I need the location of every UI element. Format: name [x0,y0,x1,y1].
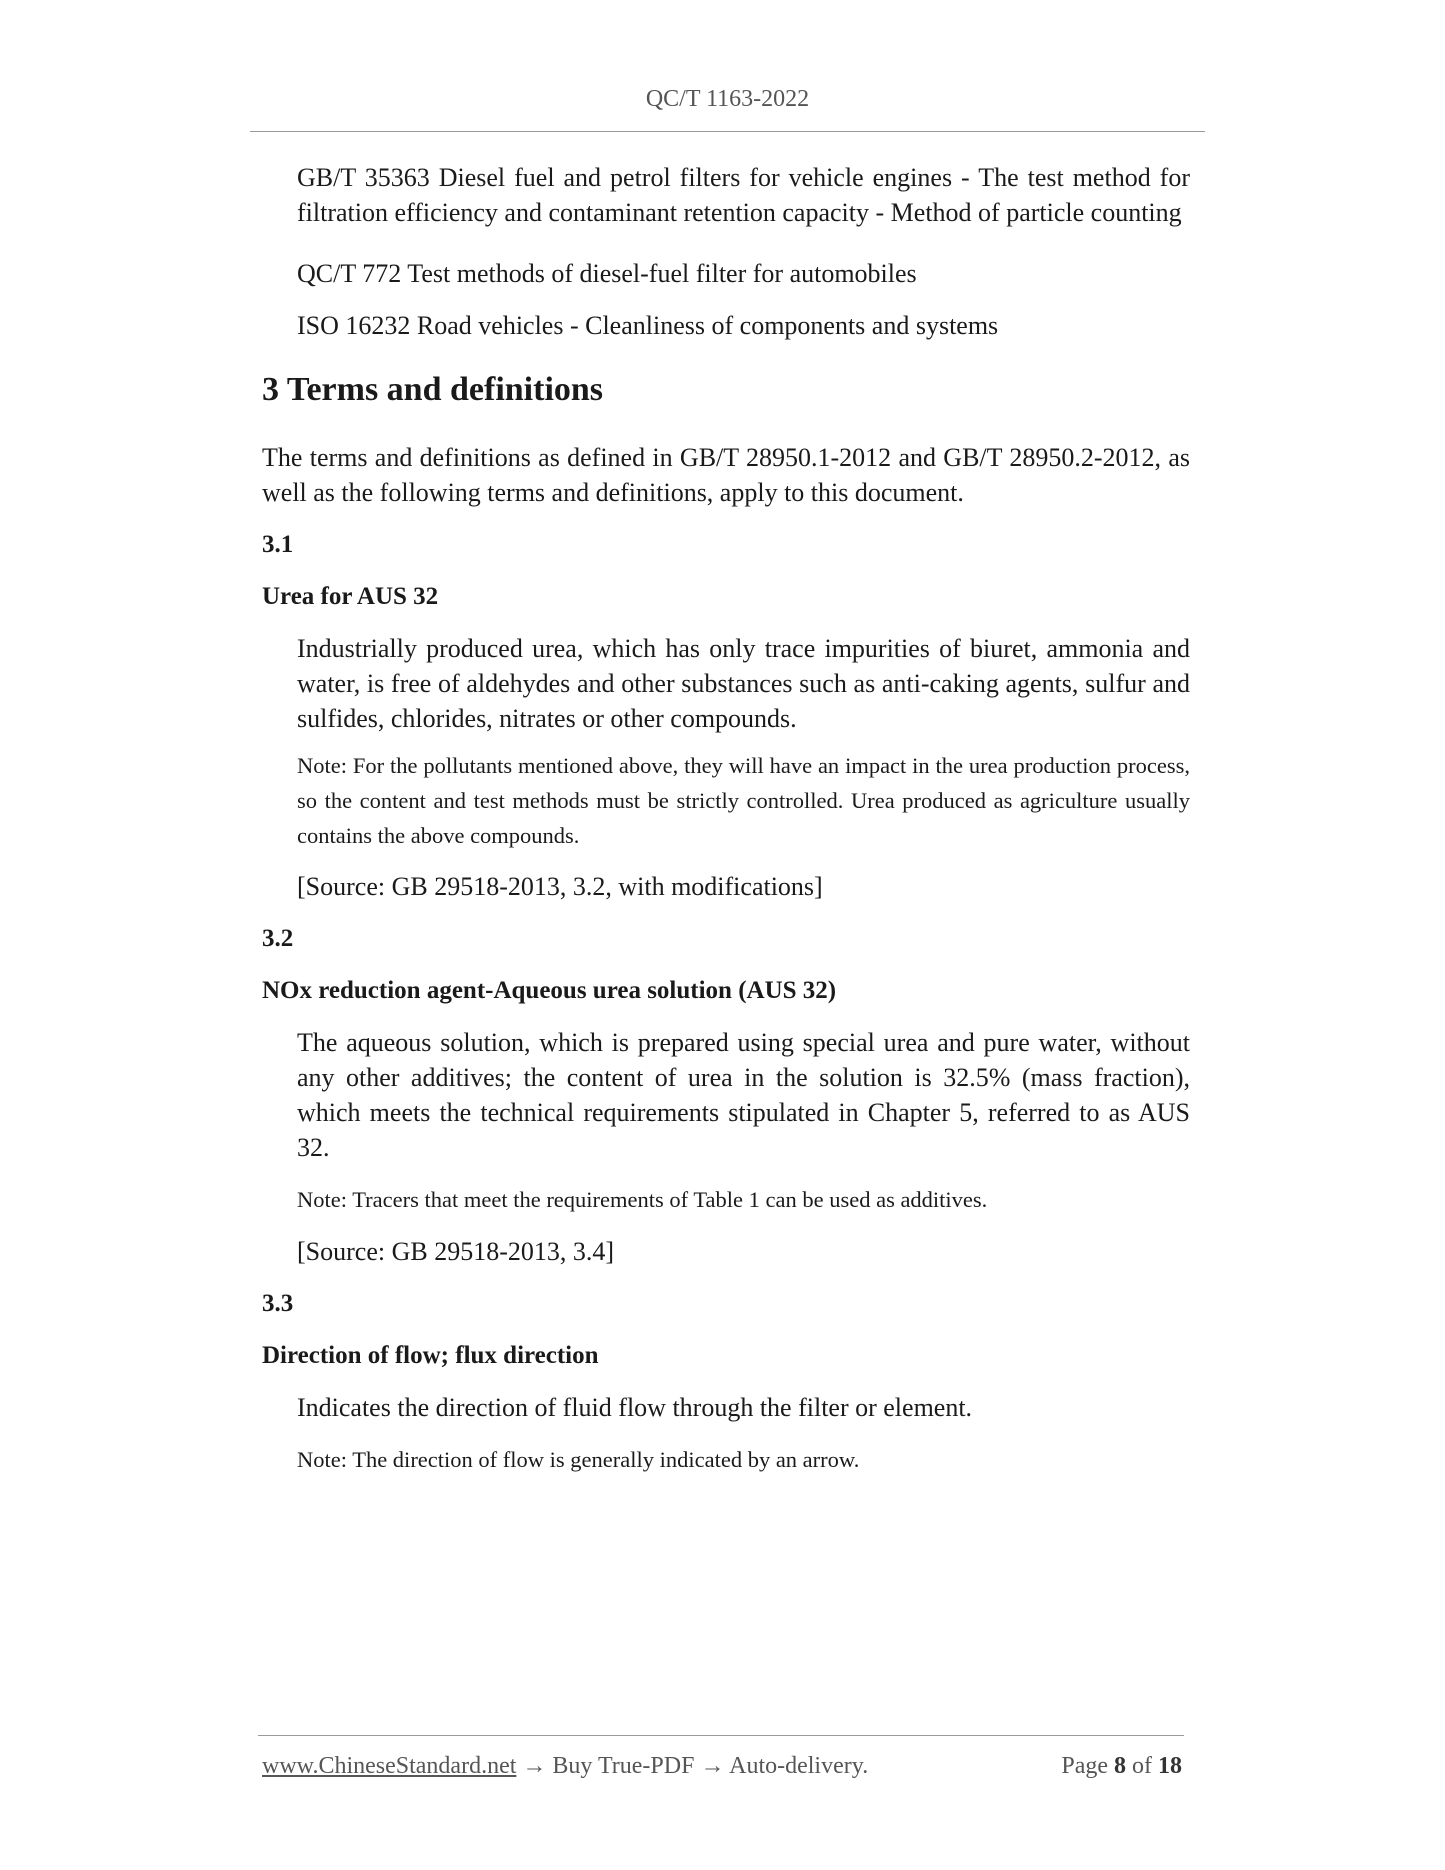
term-title: Direction of flow; flux direction [262,1342,599,1369]
term-source: [Source: GB 29518-2013, 3.2, with modifications] [297,872,823,901]
ref-qct-772: QC/T 772 Test methods of diesel-fuel filter for automobiles [297,259,917,288]
header-divider [250,131,1205,132]
page-content [262,160,1190,1477]
footer-divider [258,1735,1184,1736]
footer-tagline: → Buy True-PDF → Auto-delivery. [516,1753,869,1779]
term-title: Urea for AUS 32 [262,583,439,610]
term-number: 3.3 [262,1290,294,1317]
footer-promo [262,1753,868,1780]
term-definition: Indicates the direction of fluid flow through the filter or element. [297,1393,973,1422]
of-label: of [1132,1753,1152,1779]
page-total: 18 [1158,1753,1182,1779]
section-title: 3 Terms and definitions [262,371,604,408]
term-title: NOx reduction agent-Aqueous urea solution (AUS 32) [262,977,837,1004]
term-note: Note: For the pollutants mentioned above, they will have an impact in the urea production process, so the content and test methods must be strictly controlled. Urea produced as agriculture usually contains the above compounds. [297,753,1190,848]
ref-iso-16232: ISO 16232 Road vehicles - Cleanliness of components and systems [297,311,999,340]
term-number: 3.2 [262,925,294,952]
page-indicator [1061,1753,1182,1780]
page-number: 8 [1114,1753,1126,1779]
page-label: Page [1061,1753,1108,1779]
term-note: Note: The direction of flow is generally indicated by an arrow. [297,1447,860,1472]
term-source: [Source: GB 29518-2013, 3.4] [297,1237,615,1266]
ref-gbt-35363: GB/T 35363 Diesel fuel and petrol filters for vehicle engines - The test method for filtration efficiency and contaminant retention capacity - Method of particle counting [297,163,1190,227]
term-number: 3.1 [262,531,294,558]
term-definition: The aqueous solution, which is prepared using special urea and pure water, without any other additives; the content of urea in the solution is 32.5% (mass fraction), which meets the technical requirements stipulated in Chapter 5, referred to as AUS 32. [297,1028,1190,1162]
page-header: QC/T 1163-2022 [645,86,810,112]
section-intro: The terms and definitions as defined in GB/T 28950.1-2012 and GB/T 28950.2-2012, as well as the following terms and definitions, apply to this document. [262,443,1190,507]
term-definition: Industrially produced urea, which has only trace impurities of biuret, ammonia and water, is free of aldehydes and other substances such as anti-caking agents, sulfur and sulfides, chlorides, nitrates or other compounds. [297,634,1190,733]
page-footer [262,1753,1182,1780]
term-note: Note: Tracers that meet the requirements of Table 1 can be used as additives. [297,1187,988,1212]
website-link[interactable]: www.ChineseStandard.net [262,1753,517,1779]
